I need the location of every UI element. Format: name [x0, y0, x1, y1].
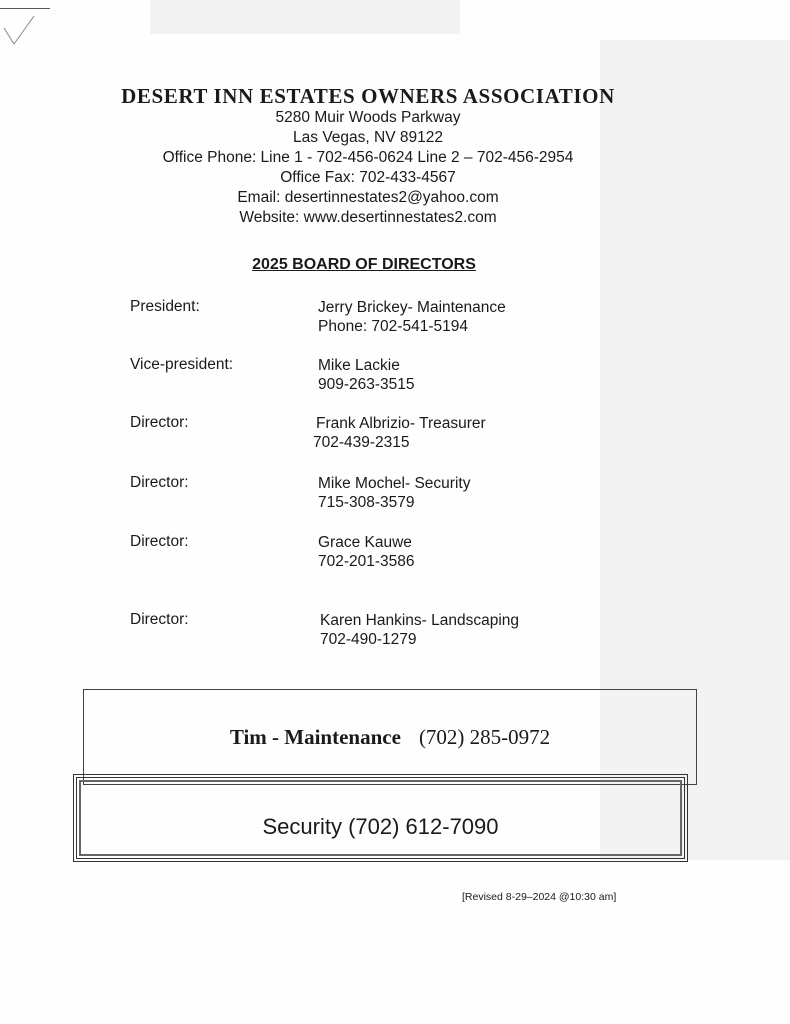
board-role: Director: — [130, 414, 189, 431]
maintenance-phone: (702) 285-0972 — [418, 725, 551, 749]
board-role: Director: — [130, 533, 189, 550]
board-role: Director: — [130, 474, 189, 491]
address-line-2: Las Vegas, NV 89122 — [293, 129, 443, 146]
security-contact: Security (702) 612-7090 — [262, 814, 499, 839]
member-phone: Phone: 702-541-5194 — [318, 318, 468, 335]
checkmark-icon — [2, 14, 36, 48]
address-line-1: 5280 Muir Woods Parkway — [275, 109, 461, 126]
member-phone: 702-439-2315 — [313, 434, 410, 451]
office-phone: Office Phone: Line 1 - 702-456-0624 Line 2 – 702-456-2954 — [162, 149, 574, 166]
scan-artifact-line — [0, 8, 50, 9]
member-name: Grace Kauwe — [318, 534, 412, 551]
member-phone: 702-201-3586 — [318, 553, 415, 570]
org-title: DESERT INN ESTATES OWNERS ASSOCIATION — [121, 84, 615, 108]
member-phone: 715-308-3579 — [318, 494, 415, 511]
board-role: President: — [130, 298, 200, 315]
email: Email: desertinnestates2@yahoo.com — [237, 189, 499, 206]
board-role: Vice-president: — [130, 356, 234, 373]
board-member — [318, 474, 470, 512]
board-member — [318, 298, 506, 336]
office-fax: Office Fax: 702-433-4567 — [280, 169, 456, 186]
board-member — [318, 356, 415, 394]
maintenance-label: Tim - Maintenance — [229, 725, 401, 749]
member-name: Mike Mochel- Security — [318, 475, 471, 492]
revised-date: [Revised 8-29–2024 @10:30 am] — [462, 891, 617, 903]
security-contact-box — [73, 774, 688, 862]
member-name: Jerry Brickey- Maintenance — [318, 299, 506, 316]
member-phone: 702-490-1279 — [320, 631, 417, 648]
bleed-through-shading — [150, 0, 460, 34]
website: Website: www.desertinnestates2.com — [239, 209, 497, 226]
maintenance-contact — [84, 725, 696, 750]
board-member — [318, 533, 415, 571]
member-name: Karen Hankins- Landscaping — [320, 612, 520, 629]
maintenance-contact-box — [83, 689, 697, 785]
member-name: Frank Albrizio- Treasurer — [316, 415, 486, 432]
board-title: 2025 BOARD OF DIRECTORS — [252, 256, 476, 273]
board-role: Director: — [130, 611, 189, 628]
board-member — [313, 414, 486, 452]
member-name: Mike Lackie — [318, 357, 400, 374]
member-phone: 909-263-3515 — [318, 376, 415, 393]
board-member — [320, 611, 519, 649]
